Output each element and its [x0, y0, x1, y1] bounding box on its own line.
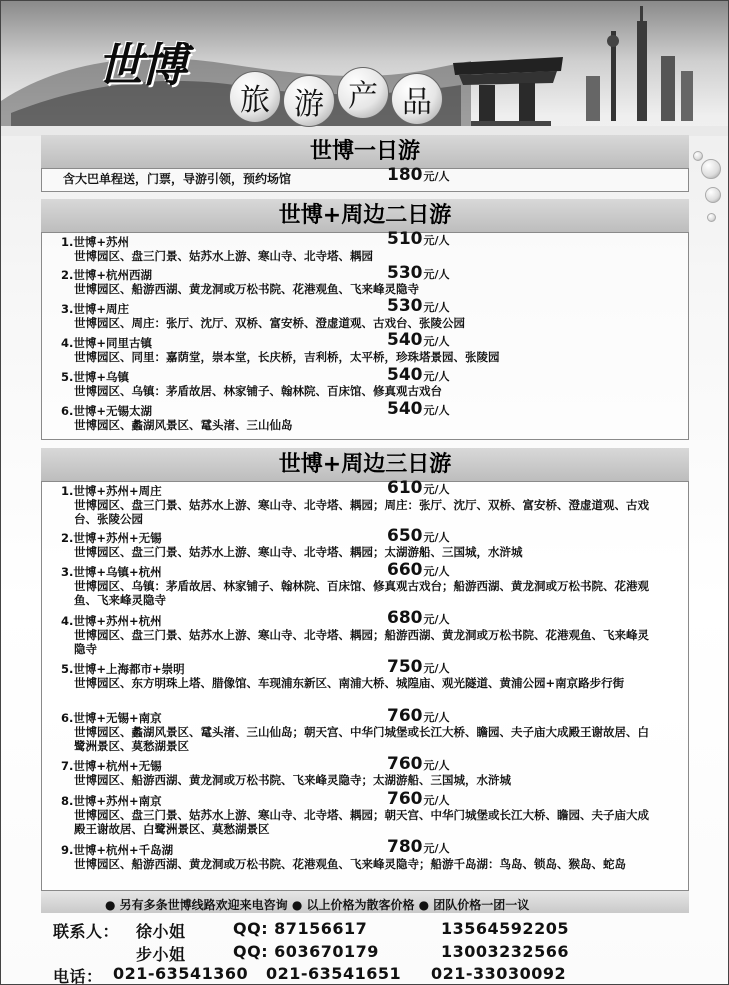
- price-unit: 元/人: [423, 370, 450, 383]
- route-name: 2.世博+杭州西湖: [61, 268, 153, 282]
- route-price: [387, 265, 450, 283]
- list-item: [61, 565, 681, 607]
- decor-bubble: [707, 213, 716, 222]
- route-name: 2.世博+苏州+无锡: [61, 531, 162, 545]
- price-unit: 元/人: [423, 794, 450, 807]
- tel-3: 021-33030092: [431, 964, 567, 983]
- route-name: 1.世博+苏州: [61, 235, 130, 249]
- title-char-4: 品: [391, 73, 443, 125]
- product-title: [229, 71, 443, 127]
- route-name: 5.世博+乌镇: [61, 370, 130, 384]
- list-item: [61, 370, 681, 398]
- list-item: [61, 662, 681, 690]
- price-value: 650: [387, 526, 423, 546]
- price-value: 780: [387, 837, 423, 857]
- route-desc: 世博园区、同里：嘉荫堂，崇本堂，长庆桥，吉利桥，太平桥，珍珠塔景园、张陵园: [74, 350, 500, 364]
- price-unit: 元/人: [423, 483, 450, 496]
- price-value: 750: [387, 657, 423, 677]
- decor-bubble: [701, 159, 721, 179]
- route-desc: 世博园区、盘三门景、姑苏水上游、寒山寺、北寺塔、耦园；船游西湖、黄龙洞或万松书院、花港观鱼、飞来峰灵隐寺: [74, 628, 649, 656]
- notes-text: ● 另有多条世博线路欢迎来电咨询 ● 以上价格为散客价格 ● 团队价格一团一议: [105, 898, 530, 912]
- mobile-2: 13003232566: [441, 942, 569, 961]
- price-value: 760: [387, 789, 423, 809]
- price-value: 760: [387, 706, 423, 726]
- route-name: 3.世博+乌镇+杭州: [61, 565, 162, 579]
- list-item: [61, 302, 681, 330]
- route-price: [387, 298, 450, 316]
- title-char-3: 产: [337, 67, 389, 119]
- price-unit: 元/人: [423, 301, 450, 314]
- header-banner: [1, 1, 729, 136]
- title-char-1: 旅: [229, 71, 281, 123]
- route-price: [387, 332, 450, 350]
- route-price: [387, 839, 450, 857]
- route-desc: 世博园区、蠡湖风景区、鼋头渚、三山仙岛: [74, 418, 293, 432]
- list-item: [61, 794, 681, 836]
- tel-label: 电话：: [53, 967, 103, 985]
- list-item: [61, 614, 681, 656]
- price-unit: 元/人: [423, 711, 450, 724]
- price-value: 530: [387, 263, 423, 283]
- route-desc: 世博园区、蠡湖风景区、鼋头渚、三山仙岛；朝天宫、中华门城堡或长江大桥、瞻园、夫子庙大成殿王谢故居、白鹭洲景区、莫愁湖景区: [74, 725, 649, 753]
- route-desc: 世博园区、周庄：张厅、沈厅、双桥、富安桥、澄虚道观、古戏台、张陵公园: [74, 316, 465, 330]
- route-desc: 世博园区、船游西湖、黄龙洞或万松书院、花港观鱼、飞来峰灵隐寺；船游千岛湖：鸟岛、锁岛、猴岛、蛇岛: [74, 857, 626, 871]
- price-value: 180: [387, 165, 423, 185]
- tel-2: 021-63541651: [266, 964, 402, 983]
- route-price: [387, 231, 450, 249]
- price-unit: 元/人: [423, 268, 450, 281]
- route-price: [387, 480, 450, 498]
- list-item: [61, 336, 681, 364]
- price-value: 660: [387, 560, 423, 580]
- route-desc: 世博园区、盘三门景、姑苏水上游、寒山寺、北寺塔、耦园；太湖游船、三国城，水浒城: [74, 545, 523, 559]
- route-name: 9.世博+杭州+千岛湖: [61, 843, 174, 857]
- route-price: [387, 610, 450, 628]
- route-name: 5.世博+上海都市+崇明: [61, 662, 185, 676]
- brand-logo: 世博: [97, 38, 185, 92]
- price-unit: 元/人: [423, 531, 450, 544]
- threeday-title: 世博+周边三日游: [41, 448, 689, 481]
- contact-label: 联系人：: [53, 922, 120, 941]
- route-desc: 世博园区、船游西湖、黄龙洞或万松书院、花港观鱼、飞来峰灵隐寺: [74, 282, 419, 296]
- route-price: [387, 401, 450, 419]
- price-value: 610: [387, 478, 423, 498]
- tel-1: 021-63541360: [113, 964, 249, 983]
- price-unit: 元/人: [423, 613, 450, 626]
- list-item: [61, 531, 681, 559]
- route-desc: 世博园区、盘三门景、姑苏水上游、寒山寺、北寺塔、耦园: [74, 249, 373, 263]
- route-desc: 世博园区、盘三门景、姑苏水上游、寒山寺、北寺塔、耦园；朝天宫、中华门城堡或长江大桥、瞻园、夫子庙大成殿王谢故居、白鹭洲景区、莫愁湖景区: [74, 808, 649, 836]
- route-name: 8.世博+苏州+南京: [61, 794, 162, 808]
- qq-1: QQ: 87156617: [233, 919, 368, 938]
- price-unit: 元/人: [423, 662, 450, 675]
- decor-bubble: [705, 187, 721, 203]
- oneday-title: 世博一日游: [41, 135, 689, 168]
- route-desc: 世博园区、东方明珠上塔、腊像馆、车现浦东新区、南浦大桥、城隍庙、观光隧道、黄浦公园+南京路步行街: [74, 676, 625, 690]
- title-char-2: 游: [283, 75, 335, 127]
- list-item: [61, 711, 681, 753]
- price-unit: 元/人: [423, 234, 450, 247]
- price-unit: 元/人: [423, 842, 450, 855]
- mobile-1: 13564592205: [441, 919, 569, 938]
- price-value: 530: [387, 296, 423, 316]
- route-price: [387, 562, 450, 580]
- twoday-title: 世博+周边二日游: [41, 199, 689, 232]
- price-value: 680: [387, 608, 423, 628]
- route-price: [387, 756, 450, 774]
- route-name: 4.世博+同里古镇: [61, 336, 153, 350]
- list-item: [61, 404, 681, 432]
- decor-bubble: [693, 151, 703, 161]
- route-name: 6.世博+无锡太湖: [61, 404, 153, 418]
- list-item: [61, 843, 681, 871]
- list-item: [61, 484, 681, 526]
- price-value: 760: [387, 754, 423, 774]
- price-unit: 元/人: [423, 335, 450, 348]
- route-price: [387, 659, 450, 677]
- route-name: 3.世博+周庄: [61, 302, 130, 316]
- route-desc: 世博园区、乌镇：茅盾故居、林家铺子、翰林院、百床馆、修真观古戏台: [74, 384, 442, 398]
- route-desc: 世博园区、盘三门景、姑苏水上游、寒山寺、北寺塔、耦园；周庄：张厅、沈厅、双桥、富安桥、澄虚道观、古戏台、张陵公园: [74, 498, 649, 526]
- route-desc: 世博园区、乌镇：茅盾故居、林家铺子、翰林院、百床馆、修真观古戏台；船游西湖、黄龙洞或万松书院、花港观鱼、飞来峰灵隐寺: [74, 579, 649, 607]
- route-desc: 世博园区、船游西湖、黄龙洞或万松书院、飞来峰灵隐寺；太湖游船、三国城，水浒城: [74, 773, 511, 787]
- route-price: [387, 367, 450, 385]
- route-price: [387, 791, 450, 809]
- route-name: 6.世博+无锡+南京: [61, 711, 162, 725]
- oneday-price: [387, 167, 450, 185]
- contact-person-1: 徐小姐: [136, 922, 186, 941]
- price-value: 510: [387, 229, 423, 249]
- qq-2: QQ: 603670179: [233, 942, 379, 961]
- route-name: 1.世博+苏州+周庄: [61, 484, 162, 498]
- price-value: 540: [387, 399, 423, 419]
- contact-person-2: 步小姐: [136, 945, 186, 964]
- price-unit: 元/人: [423, 404, 450, 417]
- route-name: 7.世博+杭州+无锡: [61, 759, 162, 773]
- price-value: 540: [387, 330, 423, 350]
- route-price: [387, 528, 450, 546]
- list-item: [61, 268, 681, 296]
- list-item: [61, 759, 681, 787]
- route-name: 4.世博+苏州+杭州: [61, 614, 162, 628]
- oneday-desc: 含大巴单程送，门票，导游引领，预约场馆: [63, 172, 292, 186]
- price-unit: 元/人: [423, 565, 450, 578]
- price-value: 540: [387, 365, 423, 385]
- route-price: [387, 708, 450, 726]
- list-item: [61, 235, 681, 263]
- price-unit: 元/人: [423, 170, 450, 183]
- price-unit: 元/人: [423, 759, 450, 772]
